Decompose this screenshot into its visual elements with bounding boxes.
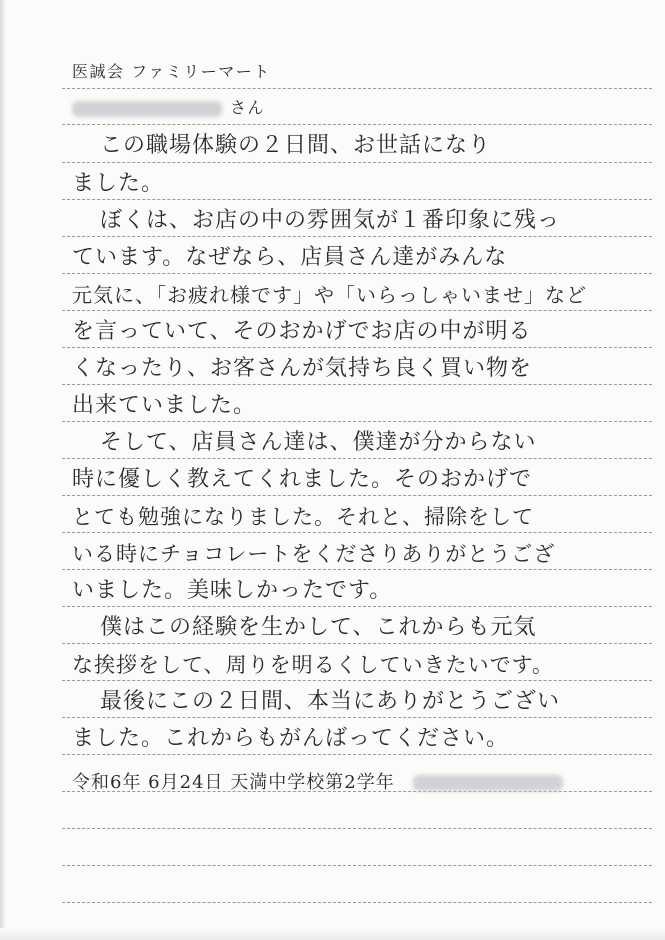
redacted-student-name [413, 775, 563, 791]
ruled-line [62, 532, 652, 533]
body-line: この職場体験の２日間、お世話になり [100, 133, 492, 158]
ruled-line [62, 273, 652, 274]
ruled-line [62, 606, 652, 607]
recipient-org: 医誠会 ファミリーマート [72, 62, 271, 81]
recipient-name [72, 95, 650, 121]
body-line: な挨拶をして、周りを明るくしていきたいです。 [72, 653, 554, 677]
ruled-line [62, 310, 652, 311]
body-line: 僕はこの経験を生かして、これからも元気 [100, 615, 537, 640]
body-line: そして、店員さん達は、僕達が分からない [100, 430, 537, 455]
ruled-line [62, 717, 652, 718]
signature-date-school: 令和6年 6月24日 天満中学校第2学年 [72, 772, 395, 793]
ruled-line [62, 162, 652, 163]
scan-bottom-edge [0, 928, 665, 940]
ruled-line [62, 421, 652, 422]
body-line: ぼくは、お店の中の雰囲気が１番印象に残っ [100, 208, 561, 233]
body-line: 出来ていました。 [72, 393, 257, 418]
ruled-line [62, 384, 652, 385]
ruled-line [62, 199, 652, 200]
salutation: さん [230, 98, 266, 117]
ruled-line [62, 88, 652, 89]
body-line: を言っていて、そのおかげでお店の中が明る [72, 319, 532, 344]
ruled-line [62, 236, 652, 237]
signature-line [72, 770, 650, 796]
body-line: いました。美味しかったです。 [72, 578, 393, 603]
body-line: 最後にこの２日間、本当にありがとうござい [100, 689, 561, 714]
ruled-line [62, 680, 652, 681]
ruled-line [62, 495, 652, 496]
paper-edge-shadow [0, 0, 6, 940]
body-line: くなったり、お客さんが気持ち良く買い物を [72, 356, 533, 381]
body-line: ました。 [72, 171, 165, 196]
ruled-line [62, 754, 652, 755]
ruled-line [62, 569, 652, 570]
body-line: いる時にチョコレートをくださりありがとうござ [72, 542, 556, 566]
ruled-line [62, 643, 652, 644]
body-line: 元気に、「お疲れ様です」や「いらっしゃいませ」など [72, 283, 587, 307]
body-line: ています。なぜなら、店員さん達がみんな [72, 245, 508, 270]
ruled-line [62, 347, 652, 348]
ruled-line [62, 865, 652, 866]
body-line: 時に優しく教えてくれました。そのおかげで [72, 467, 533, 492]
ruled-line [62, 458, 652, 459]
body-line: とても勉強になりました。それと、掃除をして [72, 505, 534, 529]
redacted-name [72, 101, 222, 117]
body-line: ました。これからもがんばってください。 [72, 726, 510, 751]
ruled-line [62, 828, 652, 829]
ruled-line [62, 902, 652, 903]
ruled-line [62, 124, 652, 125]
